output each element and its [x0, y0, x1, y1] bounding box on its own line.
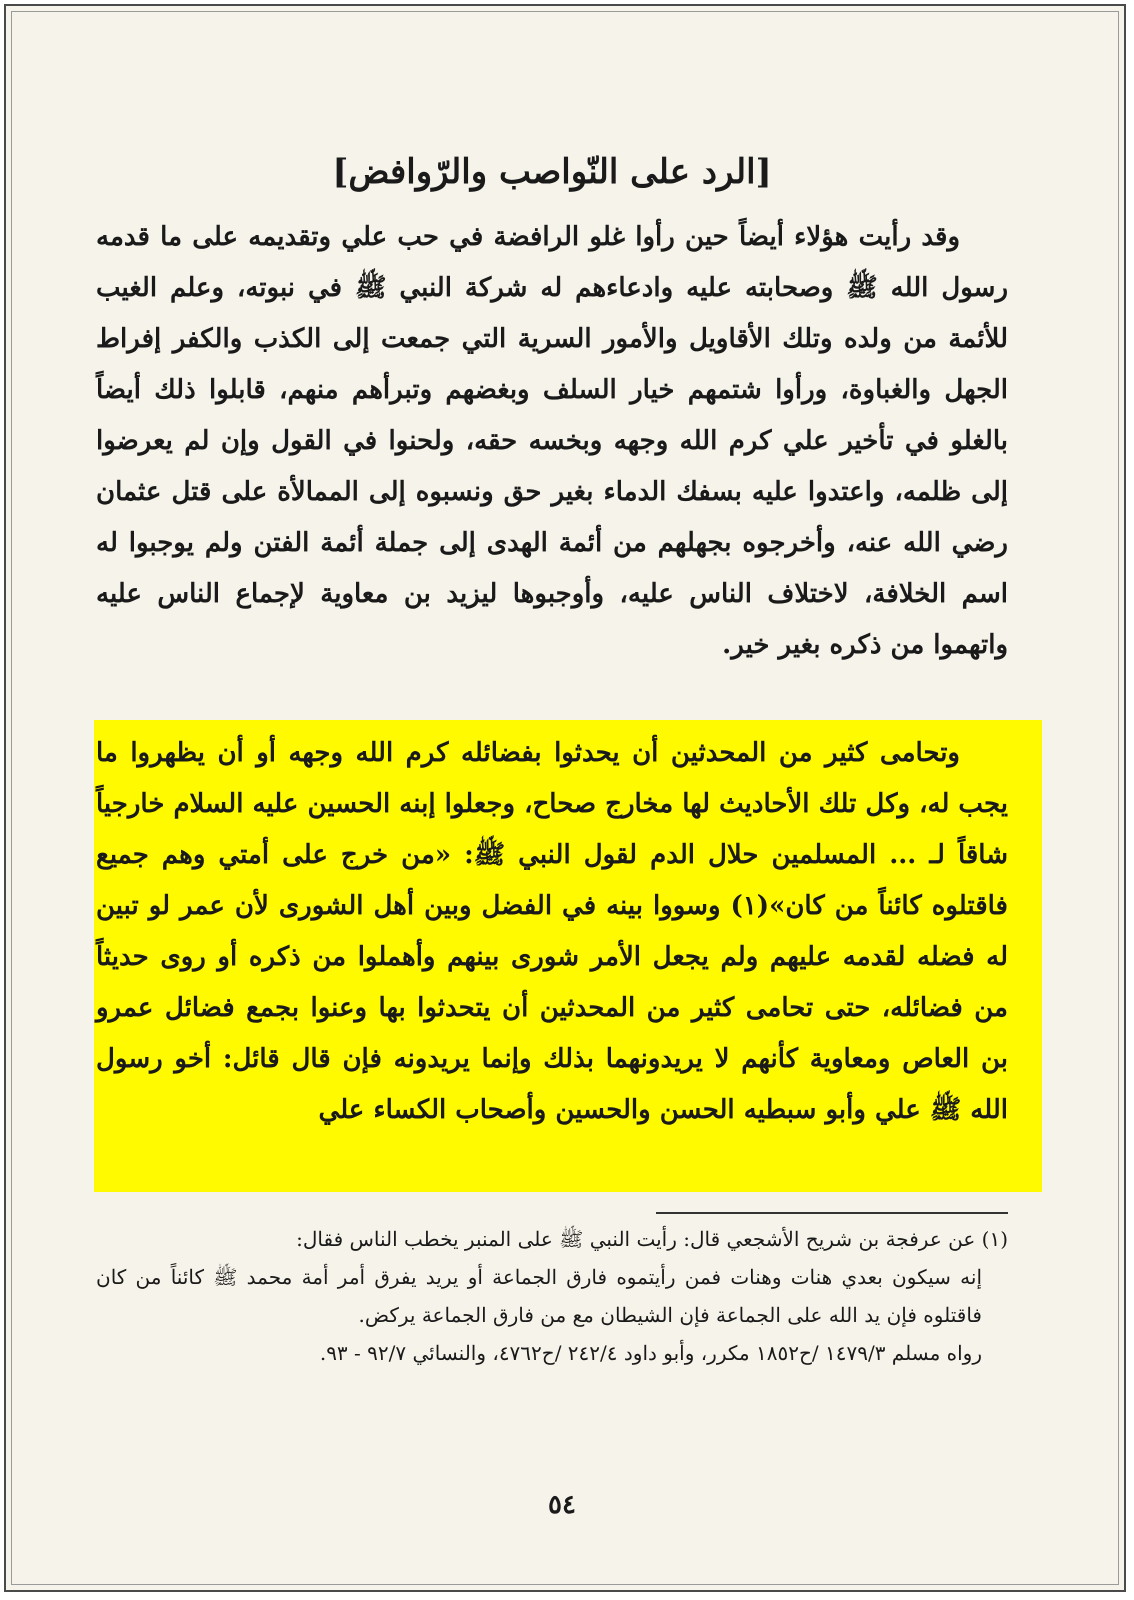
- footnote-divider: [656, 1212, 1008, 1214]
- body-paragraph-1: [96, 212, 1008, 671]
- body-paragraph-2: [96, 728, 1008, 1136]
- footnotes: [96, 1220, 1008, 1372]
- paragraph-1-text: وقد رأيت هؤلاء أيضاً حين رأوا غلو الرافضة في حب علي وتقديمه على ما قدمه رسول الله ﷺ وصحابته عليه وادعاءهم له شركة النبي ﷺ في نبوته، وعلم الغيب للأئمة من ولده وتلك الأقاويل والأمور السرية التي جمعت إلى الكذب والكفر إفراط الجهل والغباوة، ورأوا شتمهم خيار السلف وبغضهم وتبرأهم منهم، قابلوا ذلك أيضاً بالغلو في تأخير علي كرم الله وجهه وبخسه حقه، ولحنوا في القول وإن لم يعرضوا إلى ظلمه، واعتدوا عليه بسفك الدماء بغير حق ونسبوه إلى الممالأة على قتل عثمان رضي الله عنه، وأخرجوه بجهلهم من أئمة الهدى إلى جملة أئمة الفتن ولم يوجبوا له اسم الخلافة، لاختلاف الناس عليه، وأوجبوها ليزيد بن معاوية لإجماع الناس عليه واتهموا من ذكره بغير خير.: [96, 222, 1008, 660]
- footnote-line-2: إنه سيكون بعدي هنات وهنات فمن رأيتموه فارق الجماعة أو يريد يفرق أمر أمة محمد ﷺ كائناً من كان فاقتلوه فإن يد الله على الجماعة فإن الشيطان مع من فارق الجماعة يركض.: [96, 1265, 982, 1327]
- page-number: ٥٤: [548, 1490, 576, 1520]
- footnote-line-3: رواه مسلم ١٤٧٩/٣ /ح١٨٥٢ مكرر، وأبو داود ٢٤٢/٤ /ح٤٧٦٢، والنسائي ٩٢/٧ - ٩٣.: [319, 1341, 982, 1365]
- section-title: [الرد على النّواصب والرّوافض]: [332, 152, 772, 192]
- footnote-line-1: (١) عن عرفجة بن شريح الأشجعي قال: رأيت النبي ﷺ على المنبر يخطب الناس فقال:: [296, 1227, 1008, 1251]
- paragraph-2-text: وتحامى كثير من المحدثين أن يحدثوا بفضائله كرم الله وجهه أو أن يظهروا ما يجب له، وكل تلك الأحاديث لها مخارج صحاح، وجعلوا إبنه الحسين عليه السلام خارجياً شاقاً لـ ... المسلمين حلال الدم لقول النبي ﷺ: «من خرج على أمتي وهم جميع فاقتلوه كائناً من كان»(١) وسووا بينه في الفضل وبين أهل الشورى لأن عمر لو تبين له فضله لقدمه عليهم ولم يجعل الأمر شورى بينهم وأهملوا من ذكره أو روى حديثاً من فضائله، حتى تحامى كثير من المحدثين أن يتحدثوا بها وعنوا بجمع فضائل عمرو بن العاص ومعاوية كأنهم لا يريدونهما بذلك وإنما يريدونه فإن قال قائل: أخو رسول الله ﷺ علي وأبو سبطيه الحسن والحسين وأصحاب الكساء علي: [96, 738, 1008, 1125]
